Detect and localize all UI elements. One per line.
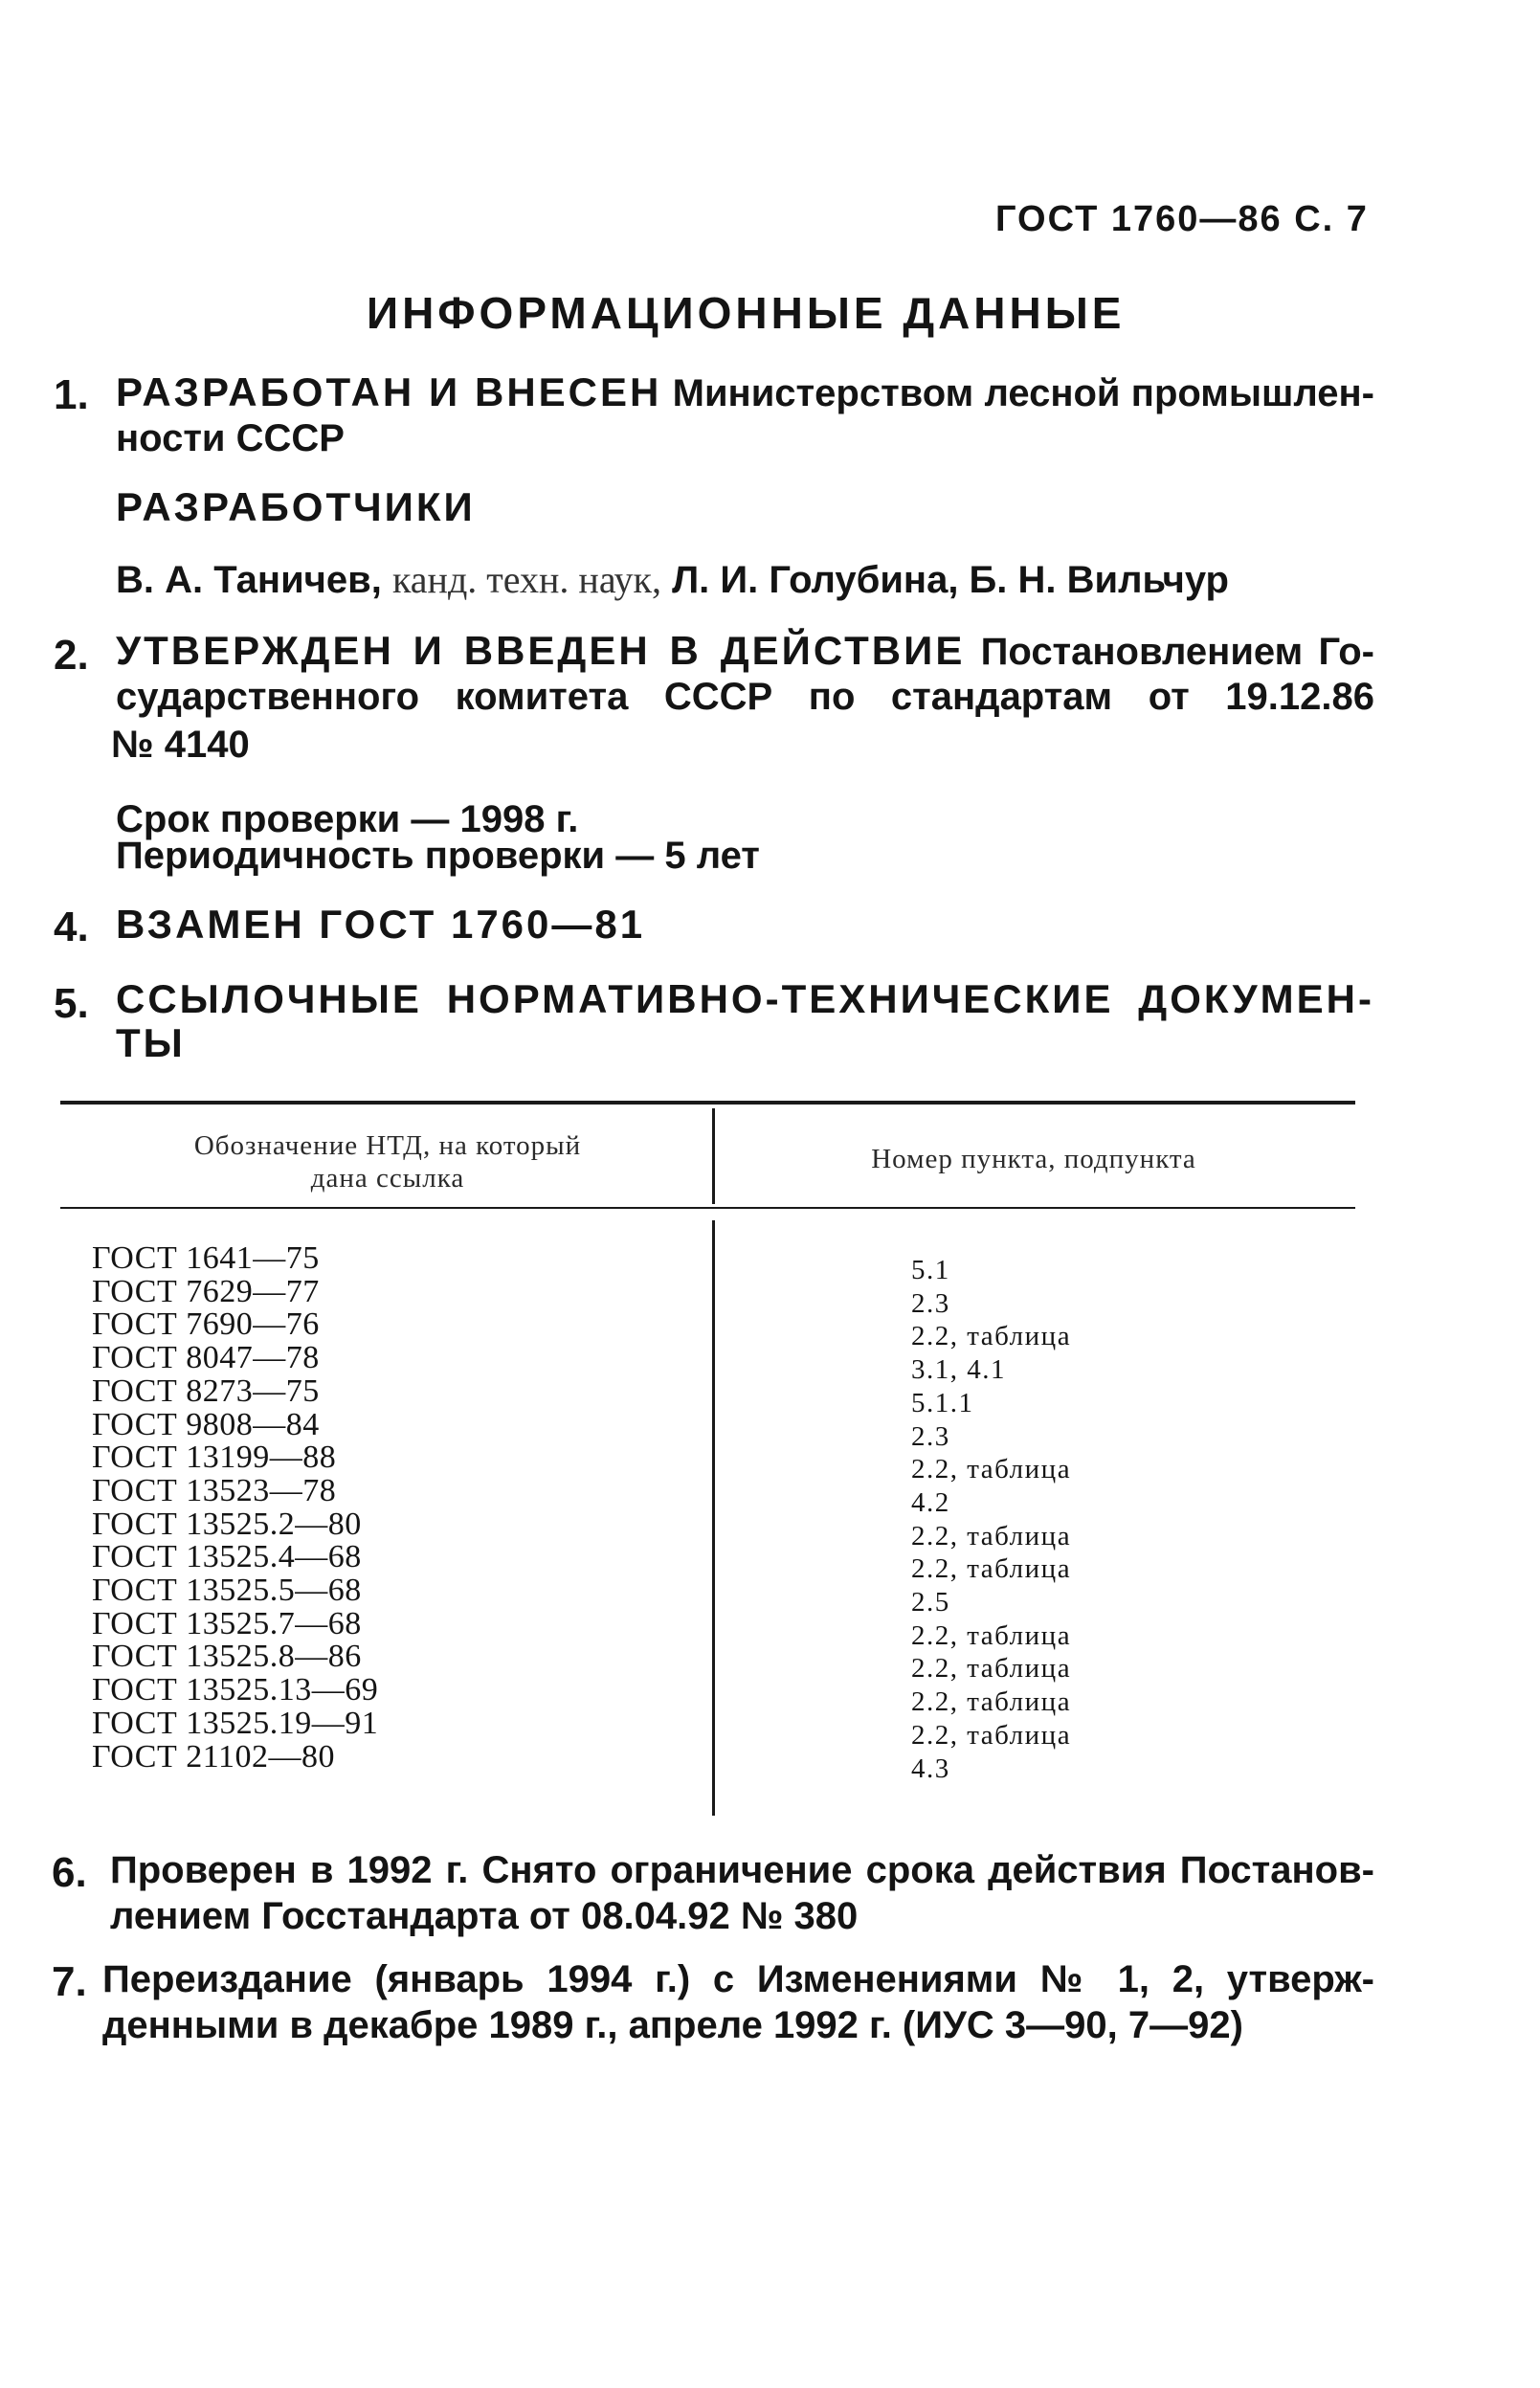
table-row-point: 2.3 (911, 1287, 950, 1319)
table-header-ntd-line-2: дана ссылка (310, 1163, 465, 1194)
item-1-line-1 (116, 368, 1374, 418)
table-row-ntd: ГОСТ 13525.5—68 (92, 1573, 362, 1609)
review-period: Периодичность проверки — 5 лет (116, 835, 760, 877)
table-row-ntd: ГОСТ 13525.2—80 (92, 1506, 362, 1542)
table-row-ntd: ГОСТ 21102—80 (92, 1738, 335, 1774)
table-header-point: Номер пункта, подпункта (871, 1144, 1196, 1174)
table-row-ntd: ГОСТ 8273—75 (92, 1373, 320, 1409)
table-row-point: 4.2 (911, 1486, 950, 1518)
developer-1: В. А. Таничев, (116, 559, 382, 601)
item-2-line-1 (116, 626, 1374, 677)
table-header-ntd-line-1: Обозначение НТД, на который (193, 1130, 582, 1161)
table-body-divider (712, 1220, 715, 1816)
table-row-ntd: ГОСТ 7690—76 (92, 1306, 320, 1343)
table-row-point: 3.1, 4.1 (911, 1354, 1006, 1386)
table-row-ntd: ГОСТ 13525.7—68 (92, 1605, 362, 1641)
table-row-point: 5.1 (911, 1255, 950, 1285)
table-header-divider (712, 1108, 715, 1204)
table-row-point: 2.5 (911, 1587, 950, 1618)
item-5-number: 5. (54, 980, 89, 1027)
table-row-ntd: ГОСТ 7629—77 (92, 1273, 320, 1309)
item-2-text: Постановлением Го- (980, 631, 1374, 673)
table-row-ntd: ГОСТ 13525.4—68 (92, 1539, 362, 1575)
table-header-rule (60, 1207, 1355, 1209)
item-6-line-2: лением Госстандарта от 08.04.92 № 380 (110, 1895, 859, 1937)
item-2-number: 2. (54, 632, 89, 679)
table-row-point: 2.2, таблица (911, 1686, 1072, 1718)
table-row-ntd: ГОСТ 13523—78 (92, 1472, 337, 1508)
table-row-ntd: ГОСТ 13525.8—86 (92, 1639, 362, 1675)
item-1-line-2: ности СССР (116, 417, 345, 459)
table-row-point: 2.3 (911, 1420, 950, 1452)
table-row-ntd: ГОСТ 13525.19—91 (92, 1705, 379, 1741)
item-7-number: 7. (52, 1958, 87, 2005)
table-row-point: 2.2, таблица (911, 1719, 1072, 1751)
table-row-point: 2.2, таблица (911, 1653, 1072, 1685)
item-5-heading-line-2: ТЫ (116, 1020, 186, 1065)
item-7-line-2: денными в декабре 1989 г., апреле 1992 г. (ИУС 3—90, 7—92) (102, 2004, 1243, 2046)
reference-ntd-list (92, 1242, 378, 1774)
table-row-ntd: ГОСТ 13525.13—69 (92, 1672, 379, 1708)
table-row-point: 2.2, таблица (911, 1454, 1072, 1485)
table-row-point: 2.2, таблица (911, 1619, 1072, 1651)
developers-rest: Л. И. Голубина, Б. Н. Вильчур (672, 559, 1229, 601)
table-row-point: 2.2, таблица (911, 1321, 1072, 1352)
item-2-heading: УТВЕРЖДЕН И ВВЕДЕН В ДЕЙСТВИЕ (116, 628, 966, 673)
table-row-point: 2.2, таблица (911, 1520, 1072, 1551)
table-row-ntd: ГОСТ 1641—75 (92, 1240, 320, 1276)
table-row-ntd: ГОСТ 8047—78 (92, 1340, 320, 1376)
item-7-line-1: Переиздание (январь 1994 г.) с Изменениями № 1, 2, утверж- (102, 1958, 1374, 2000)
table-header-ntd (77, 1129, 699, 1194)
review-term: Срок проверки — 1998 г. (116, 798, 579, 840)
page-header: ГОСТ 1760—86 С. 7 (995, 199, 1369, 239)
item-1-heading: РАЗРАБОТАН И ВНЕСЕН (116, 369, 662, 414)
item-1-number: 1. (54, 371, 89, 418)
item-6-number: 6. (52, 1849, 87, 1896)
item-4-number: 4. (54, 904, 89, 950)
document-title: ИНФОРМАЦИОННЫЕ ДАННЫЕ (367, 288, 1126, 338)
developers-heading: РАЗРАБОТЧИКИ (116, 484, 476, 529)
table-row-point: 4.3 (911, 1752, 950, 1784)
table-top-rule (60, 1101, 1355, 1105)
item-5-heading-line-1: ССЫЛОЧНЫЕ НОРМАТИВНО-ТЕХНИЧЕСКИЕ ДОКУМЕН- (116, 976, 1374, 1021)
table-row-point: 2.2, таблица (911, 1553, 1072, 1585)
reference-point-list (911, 1254, 1071, 1785)
table-row-ntd: ГОСТ 9808—84 (92, 1406, 320, 1442)
item-6-line-1: Проверен в 1992 г. Снято ограничение срока действия Постанов- (110, 1849, 1374, 1891)
developers-list (116, 555, 1229, 605)
item-2-line-2: сударственного комитета СССР по стандартам от 19.12.86 (116, 676, 1374, 718)
item-4-text: ВЗАМЕН ГОСТ 1760—81 (116, 902, 646, 947)
item-2-line-3: № 4140 (111, 724, 250, 766)
table-row-point: 5.1.1 (911, 1387, 974, 1418)
table-row-ntd: ГОСТ 13199—88 (92, 1439, 337, 1476)
item-1-text: Министерством лесной промышлен- (672, 372, 1374, 414)
developer-1-degree: канд. техн. наук, (391, 558, 661, 601)
